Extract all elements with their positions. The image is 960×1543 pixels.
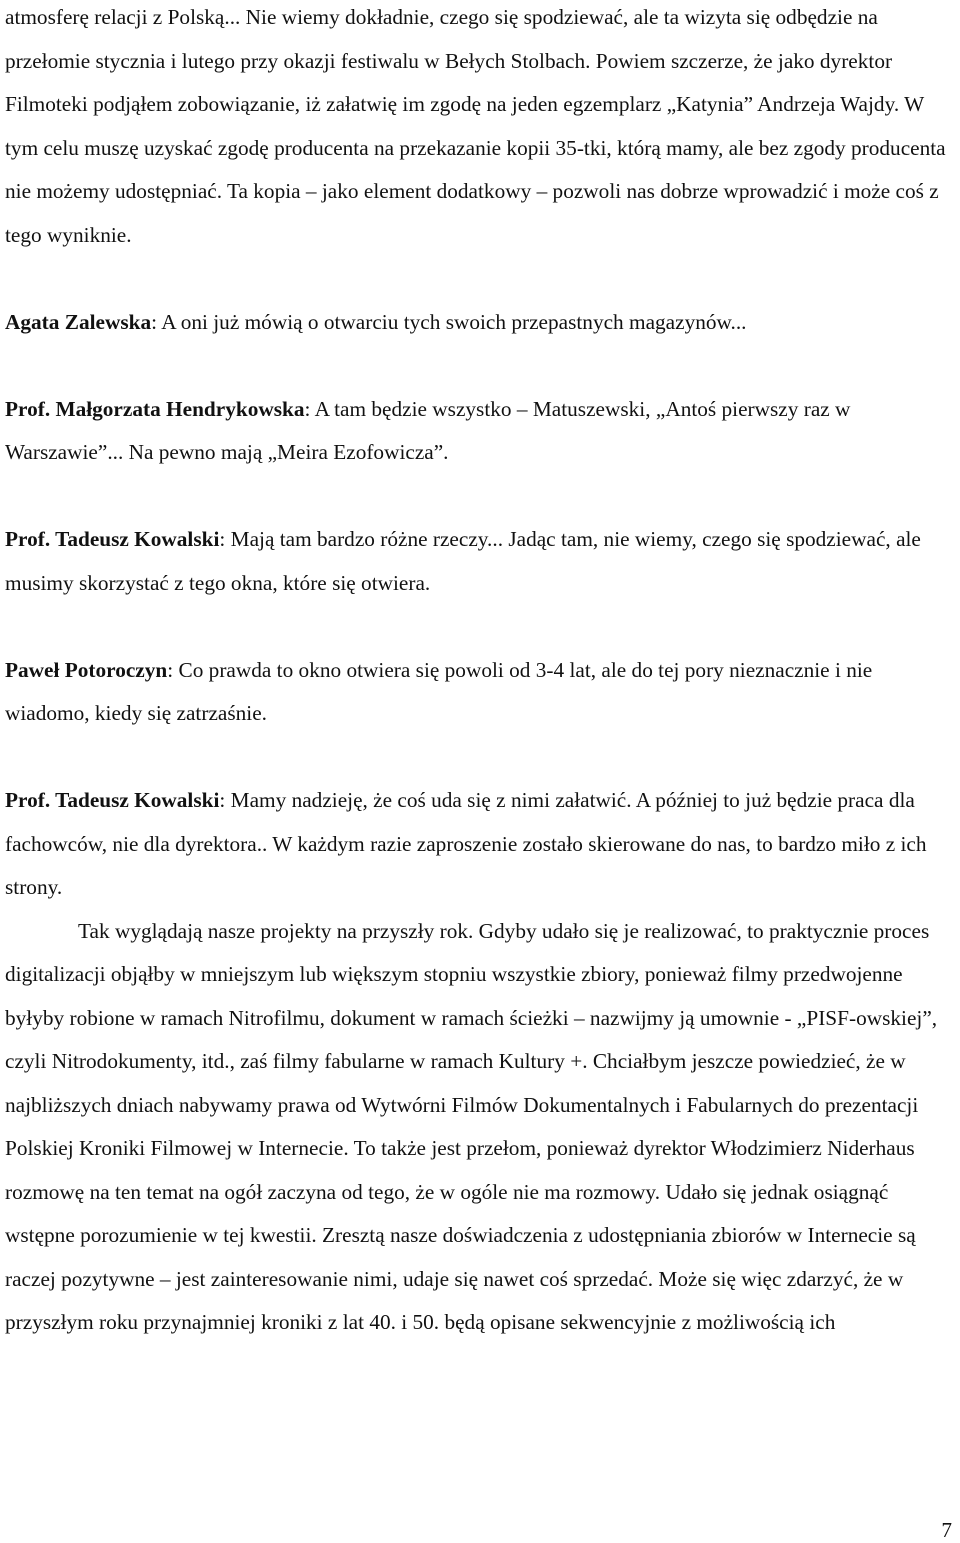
exchange-paragraph	[5, 779, 958, 910]
paragraph-gap	[5, 344, 958, 388]
speech-text: Mają tam bardzo różne rzeczy... Jadąc tam, nie wiemy, czego się spodziewać, ale musimy skorzystać z tego okna, które się otwiera.	[5, 527, 921, 595]
exchange-paragraph	[5, 388, 958, 475]
speaker-separator: :	[151, 309, 158, 334]
speaker-name: Prof. Tadeusz Kowalski	[5, 527, 220, 551]
speech-text: Co prawda to okno otwiera się powoli od 3-4 lat, ale do tej pory nieznacznie i nie wiadomo, kiedy się zatrzaśnie.	[5, 657, 873, 725]
speech-text: Mamy nadzieję, że coś uda się z nimi załatwić. A później to już będzie praca dla fachowców, nie dla dyrektora.. W każdym razie zaproszenie zostało skierowane do nas, to bardzo miło z ich strony.	[5, 788, 927, 899]
paragraph-gap	[5, 736, 958, 780]
page-body	[5, 0, 958, 1345]
speaker-separator: :	[219, 788, 226, 812]
speaker-separator: :	[304, 396, 311, 421]
closing-paragraph: Tak wyglądają nasze projekty na przyszły rok. Gdyby udało się je realizować, to praktycznie proces digitalizacji objąłby w mniejszym lub większym stopniu wszystkie zbiory, ponieważ filmy przedwojenne byłyby robione w ramach Nitrofilmu, dokument w ramach ścieżki – nazwijmy ją umownie - „PISF-owskiej”, czyli Nitrodokumenty, itd., zaś filmy fabularne w ramach Kultury +. Chciałbym jeszcze powiedzieć, że w najbliższych dniach nabywamy prawa od Wytwórni Filmów Dokumentalnych i Fabularnych do prezentacji Polskiej Kroniki Filmowej w Internecie. To także jest przełom, ponieważ dyrektor Włodzimierz Niderhaus rozmowę na ten temat na ogół zaczyna od tego, że w ogóle nie ma rozmowy. Udało się jednak osiągnąć wstępne porozumienie w tej kwestii. Zresztą nasze doświadczenia z udostępniania zbiorów w Internecie są raczej pozytywne – jest zainteresowanie nimi, udaje się nawet coś sprzedać. Może się więc zdarzyć, że w przyszłym roku przynajmniej kroniki z lat 40. i 50. będą opisane sekwencyjnie z możliwością ich	[5, 918, 938, 1334]
speech-text: A tam będzie wszystko – Matuszewski, „Antoś pierwszy raz w Warszawie”... Na pewno mają „Meira Ezofowicza”.	[5, 396, 851, 464]
speaker-name: Prof. Tadeusz Kowalski	[5, 788, 220, 812]
paragraph-gap	[5, 605, 958, 649]
paragraph-gap	[5, 475, 958, 519]
speech-text: A oni już mówią o otwarciu tych swoich przepastnych magazynów...	[157, 309, 747, 334]
paragraph-gap	[5, 257, 958, 301]
intro-paragraph: atmosferę relacji z Polską... Nie wiemy dokładnie, czego się spodziewać, ale ta wizyta się odbędzie na przełomie stycznia i lutego przy okazji festiwalu w Bełych Stolbach. Powiem szczerze, że jako dyrektor Filmoteki podjąłem zobowiązanie, iż załatwię im zgodę na jeden egzemplarz „Katynia” Andrzeja Wajdy. W tym celu muszę uzyskać zgodę producenta na przekazanie kopii 35-tki, którą mamy, ale bez zgody producenta nie możemy udostępniać. Ta kopia – jako element dodatkowy – pozwoli nas dobrze wprowadzić i może coś z tego wyniknie.	[5, 5, 946, 247]
speaker-separator: :	[219, 527, 226, 551]
exchange-paragraph	[5, 518, 958, 605]
exchange-paragraph	[5, 649, 958, 736]
exchange-paragraph	[5, 301, 958, 345]
speaker-name: Prof. Małgorzata Hendrykowska	[5, 396, 305, 421]
speaker-separator: :	[167, 657, 174, 682]
page-number: 7	[941, 1518, 952, 1542]
speaker-name: Agata Zalewska	[5, 309, 152, 334]
speaker-name: Paweł Potoroczyn	[5, 657, 168, 682]
